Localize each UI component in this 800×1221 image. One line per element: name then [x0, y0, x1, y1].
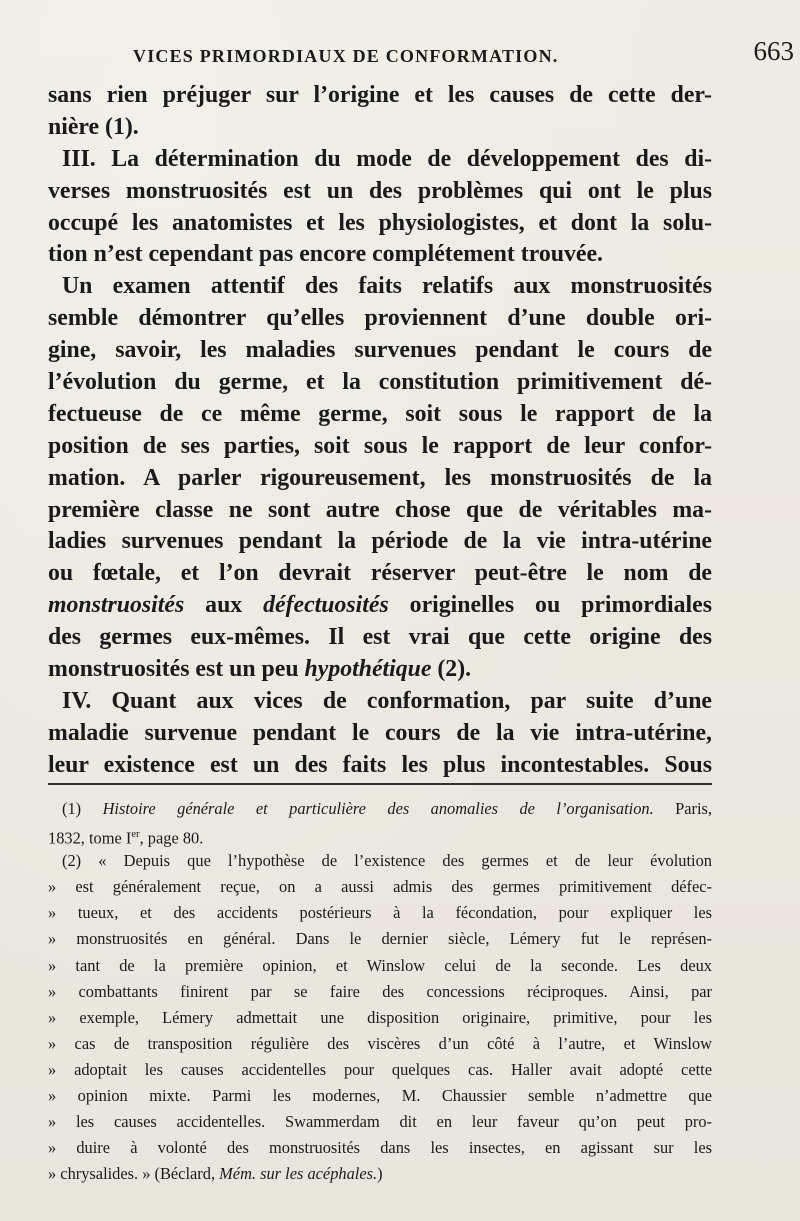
text-line: gine, savoir, les maladies survenues pendant le cours de [48, 337, 712, 364]
text-run: » chrysalides. » (Béclard, [48, 1164, 220, 1184]
footnote-line: » tueux, et des accidents postérieurs à la fécondation, pour expliquer les [48, 903, 712, 923]
text-run: aux [184, 592, 264, 619]
text-line: ladies survenues pendant la période de la vie intra-utérine [48, 528, 712, 555]
footnote-line: » opinion mixte. Parmi les modernes, M. Chaussier semble n’admettre que [48, 1086, 712, 1106]
text-run: monstruosités est un peu [48, 656, 305, 683]
text-line: leur existence est un des faits les plus incontestables. Sous [48, 751, 712, 778]
footnote-1-cont [48, 822, 712, 848]
text-run: Paris, [653, 799, 712, 818]
text-line: semble démontrer qu’elles proviennent d’une double ori- [48, 305, 712, 332]
text-line: sans rien préjuger sur l’origine et les causes de cette der- [48, 82, 712, 108]
text-line: l’évolution du germe, et la constitution primitivement dé- [48, 369, 712, 396]
superscript: er [131, 829, 140, 841]
running-head: VICES PRIMORDIAUX DE CONFORMATION. [133, 46, 559, 66]
text-run: (2). [431, 656, 472, 683]
italic-term: monstruosités [48, 592, 185, 619]
text-line: verses monstruosités est un des problèmes qui ont le plus [48, 177, 712, 204]
paragraph-start: III. La détermination du mode de développement des di- [62, 145, 712, 172]
text-line: mation. A parler rigoureusement, les monstruosités de la [48, 464, 712, 491]
footnote-line: » les causes accidentelles. Swammerdam dit en leur faveur qu’on peut pro- [48, 1112, 712, 1132]
text-line: tion n’est cependant pas encore complétement trouvée. [48, 241, 603, 268]
paragraph-start: IV. Quant aux vices de conformation, par suite d’une [62, 687, 712, 714]
text-run: ) [377, 1164, 383, 1184]
footnote-rule [48, 783, 712, 785]
text-line: des germes eux-mêmes. Il est vrai que cette origine des [48, 624, 712, 651]
footnote-line: » est généralement reçue, on a aussi admis des germes primitivement défec- [48, 877, 712, 897]
text-run: (1) [62, 799, 103, 818]
italic-term: hypothétique [304, 656, 432, 683]
footnote-line: » duire à volonté des monstruosités dans les insectes, en agissant sur les [48, 1138, 712, 1158]
footnote-line: » cas de transposition régulière des viscères d’un côté à l’autre, et Winslow [48, 1033, 712, 1053]
text-line: position de ses parties, soit sous le rapport de leur confor- [48, 432, 712, 459]
text-line: maladie survenue pendant le cours de la vie intra-utérine, [48, 719, 712, 746]
footnote-line: » exemple, Lémery admettait une disposition originaire, primitive, pour les [48, 1007, 712, 1027]
text-line: fectueuse de ce même germe, soit sous le rapport de la [48, 400, 712, 427]
text-line: occupé les anatomistes et les physiologistes, et dont la solu- [48, 209, 712, 236]
text-run: , page 80. [139, 828, 204, 848]
text-line-italic-term [48, 654, 712, 686]
text-line-italic-terms [48, 590, 712, 622]
page-number: 663 [753, 36, 794, 66]
footnote-line: » monstruosités en général. Dans le dernier siècle, Lémery fut le représen- [48, 929, 712, 949]
text-line: première classe ne sont autre chose que de véritables ma- [48, 496, 712, 523]
italic-title: Histoire générale et particulière des anomalies de l’organisation. [102, 799, 654, 818]
text-line: ou fœtale, et l’on devrait réserver peut-être le nom de [48, 560, 712, 587]
footnote-line: » combattants finirent par se faire des concessions réciproques. Ainsi, par [48, 981, 712, 1001]
text-run: 1832, tome I [48, 828, 132, 848]
footnote-line: » adoptait les causes accidentelles pour quelques cas. Haller avait adopté cette [48, 1059, 712, 1079]
text-run: originelles ou primordiales [388, 592, 712, 619]
text-line: nière (1). [48, 113, 139, 140]
footnote-line: » tant de la première opinion, et Winslow celui de la seconde. Les deux [48, 955, 712, 975]
main-text [48, 80, 712, 782]
page-header [48, 36, 794, 76]
footnote-line-last [48, 1161, 712, 1187]
footnotes [48, 796, 712, 1187]
paragraph-start: Un examen attentif des faits relatifs aux monstruosités [62, 273, 712, 300]
footnote-1 [48, 796, 712, 822]
footnote-2: (2) « Depuis que l’hypothèse de l’existence des germes et de leur évolution [62, 851, 712, 871]
italic-term: défectuosités [263, 592, 389, 619]
italic-title: Mém. sur les acéphales. [219, 1164, 378, 1184]
